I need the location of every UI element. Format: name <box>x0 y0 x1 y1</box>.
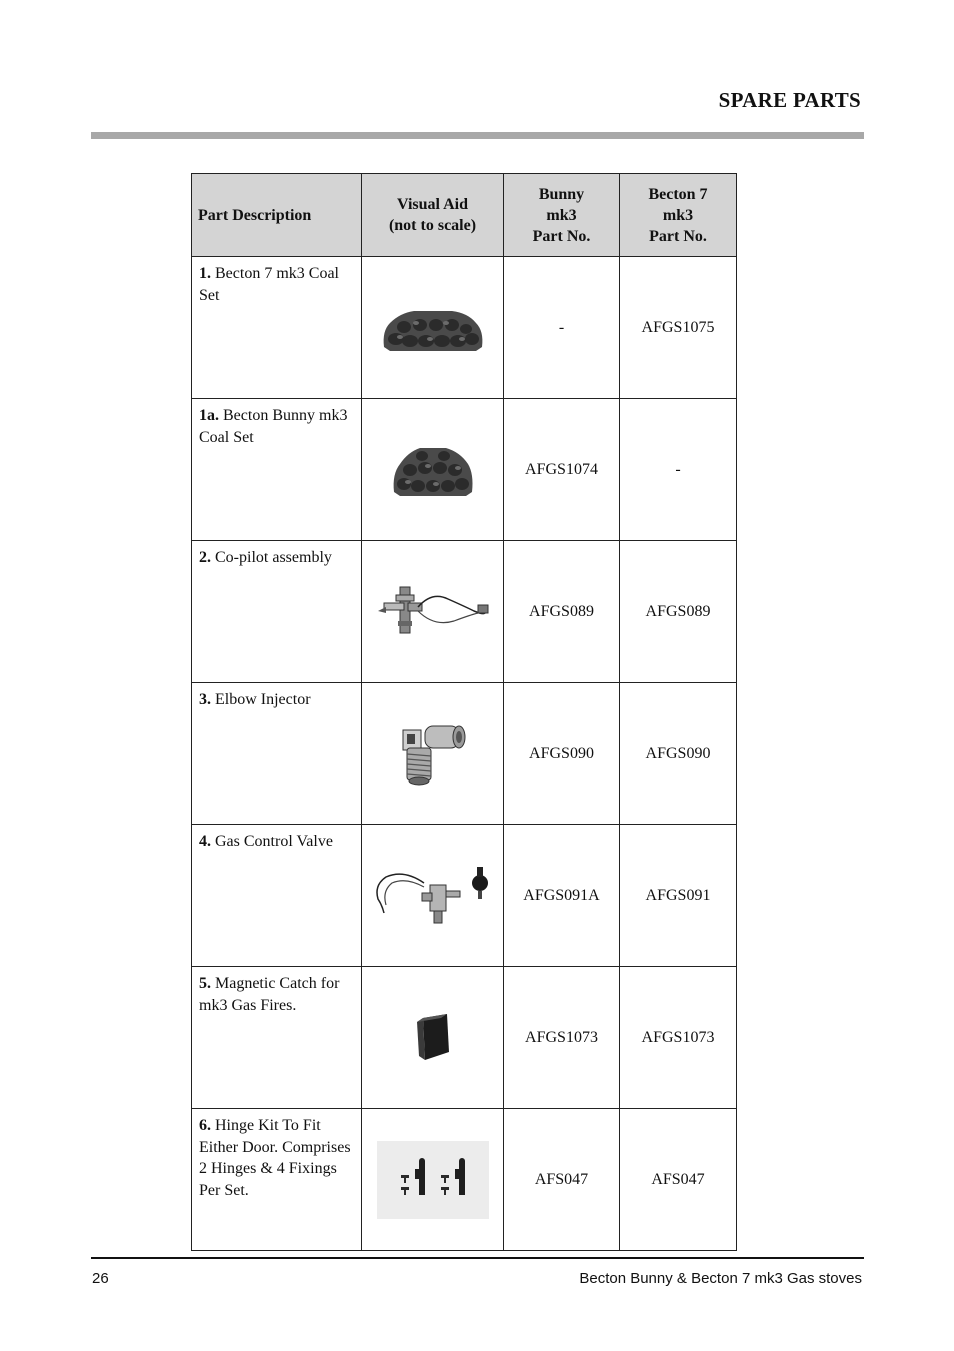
table-row <box>192 825 737 967</box>
visual-aid-cell <box>362 1109 504 1251</box>
bunny-part-number: - <box>504 257 620 399</box>
elbow-injector-icon <box>393 718 473 790</box>
visual-aid-cell <box>362 967 504 1109</box>
coal-set-icon <box>380 301 486 355</box>
header-becton-part-no: Becton 7 mk3 Part No. <box>620 174 737 257</box>
page-number: 26 <box>92 1270 109 1287</box>
visual-aid-cell <box>362 399 504 541</box>
table-row <box>192 257 737 399</box>
gas-valve-icon <box>374 865 492 927</box>
coal-set-icon <box>390 440 476 500</box>
document-title: Becton Bunny & Becton 7 mk3 Gas stoves <box>579 1270 862 1287</box>
header-part-description: Part Description <box>192 174 362 257</box>
table-row <box>192 399 737 541</box>
becton-part-number: AFGS091 <box>620 825 737 967</box>
spare-parts-table <box>191 173 737 1251</box>
header-divider <box>91 132 864 139</box>
part-description: 6. Hinge Kit To Fit Either Door. Comprises 2 Hinges & 4 Fixings Per Set. <box>192 1109 362 1251</box>
bunny-part-number: AFGS090 <box>504 683 620 825</box>
bunny-part-number: AFGS1074 <box>504 399 620 541</box>
bunny-part-number: AFS047 <box>504 1109 620 1251</box>
hinge-kit-icon <box>377 1141 489 1219</box>
table-row <box>192 1109 737 1251</box>
table-row <box>192 683 737 825</box>
table-header-row <box>192 174 737 257</box>
becton-part-number: AFGS1073 <box>620 967 737 1109</box>
bunny-part-number: AFGS1073 <box>504 967 620 1109</box>
part-description: 2. Co-pilot assembly <box>192 541 362 683</box>
header-bunny-part-no: Bunny mk3 Part No. <box>504 174 620 257</box>
part-description: 5. Magnetic Catch for mk3 Gas Fires. <box>192 967 362 1109</box>
becton-part-number: - <box>620 399 737 541</box>
becton-part-number: AFS047 <box>620 1109 737 1251</box>
bunny-part-number: AFGS089 <box>504 541 620 683</box>
becton-part-number: AFGS089 <box>620 541 737 683</box>
pilot-assembly-icon <box>374 581 492 643</box>
becton-part-number: AFGS090 <box>620 683 737 825</box>
table-row <box>192 967 737 1109</box>
part-description: 3. Elbow Injector <box>192 683 362 825</box>
header-visual-aid: Visual Aid (not to scale) <box>362 174 504 257</box>
bunny-part-number: AFGS091A <box>504 825 620 967</box>
visual-aid-cell <box>362 825 504 967</box>
part-description: 4. Gas Control Valve <box>192 825 362 967</box>
footer-divider <box>91 1257 864 1259</box>
visual-aid-cell <box>362 257 504 399</box>
part-description: 1. Becton 7 mk3 Coal Set <box>192 257 362 399</box>
part-description: 1a. Becton Bunny mk3 Coal Set <box>192 399 362 541</box>
table-row <box>192 541 737 683</box>
becton-part-number: AFGS1075 <box>620 257 737 399</box>
visual-aid-cell <box>362 683 504 825</box>
page-title: SPARE PARTS <box>718 88 861 112</box>
visual-aid-cell <box>362 541 504 683</box>
magnetic-catch-icon <box>413 1012 453 1064</box>
